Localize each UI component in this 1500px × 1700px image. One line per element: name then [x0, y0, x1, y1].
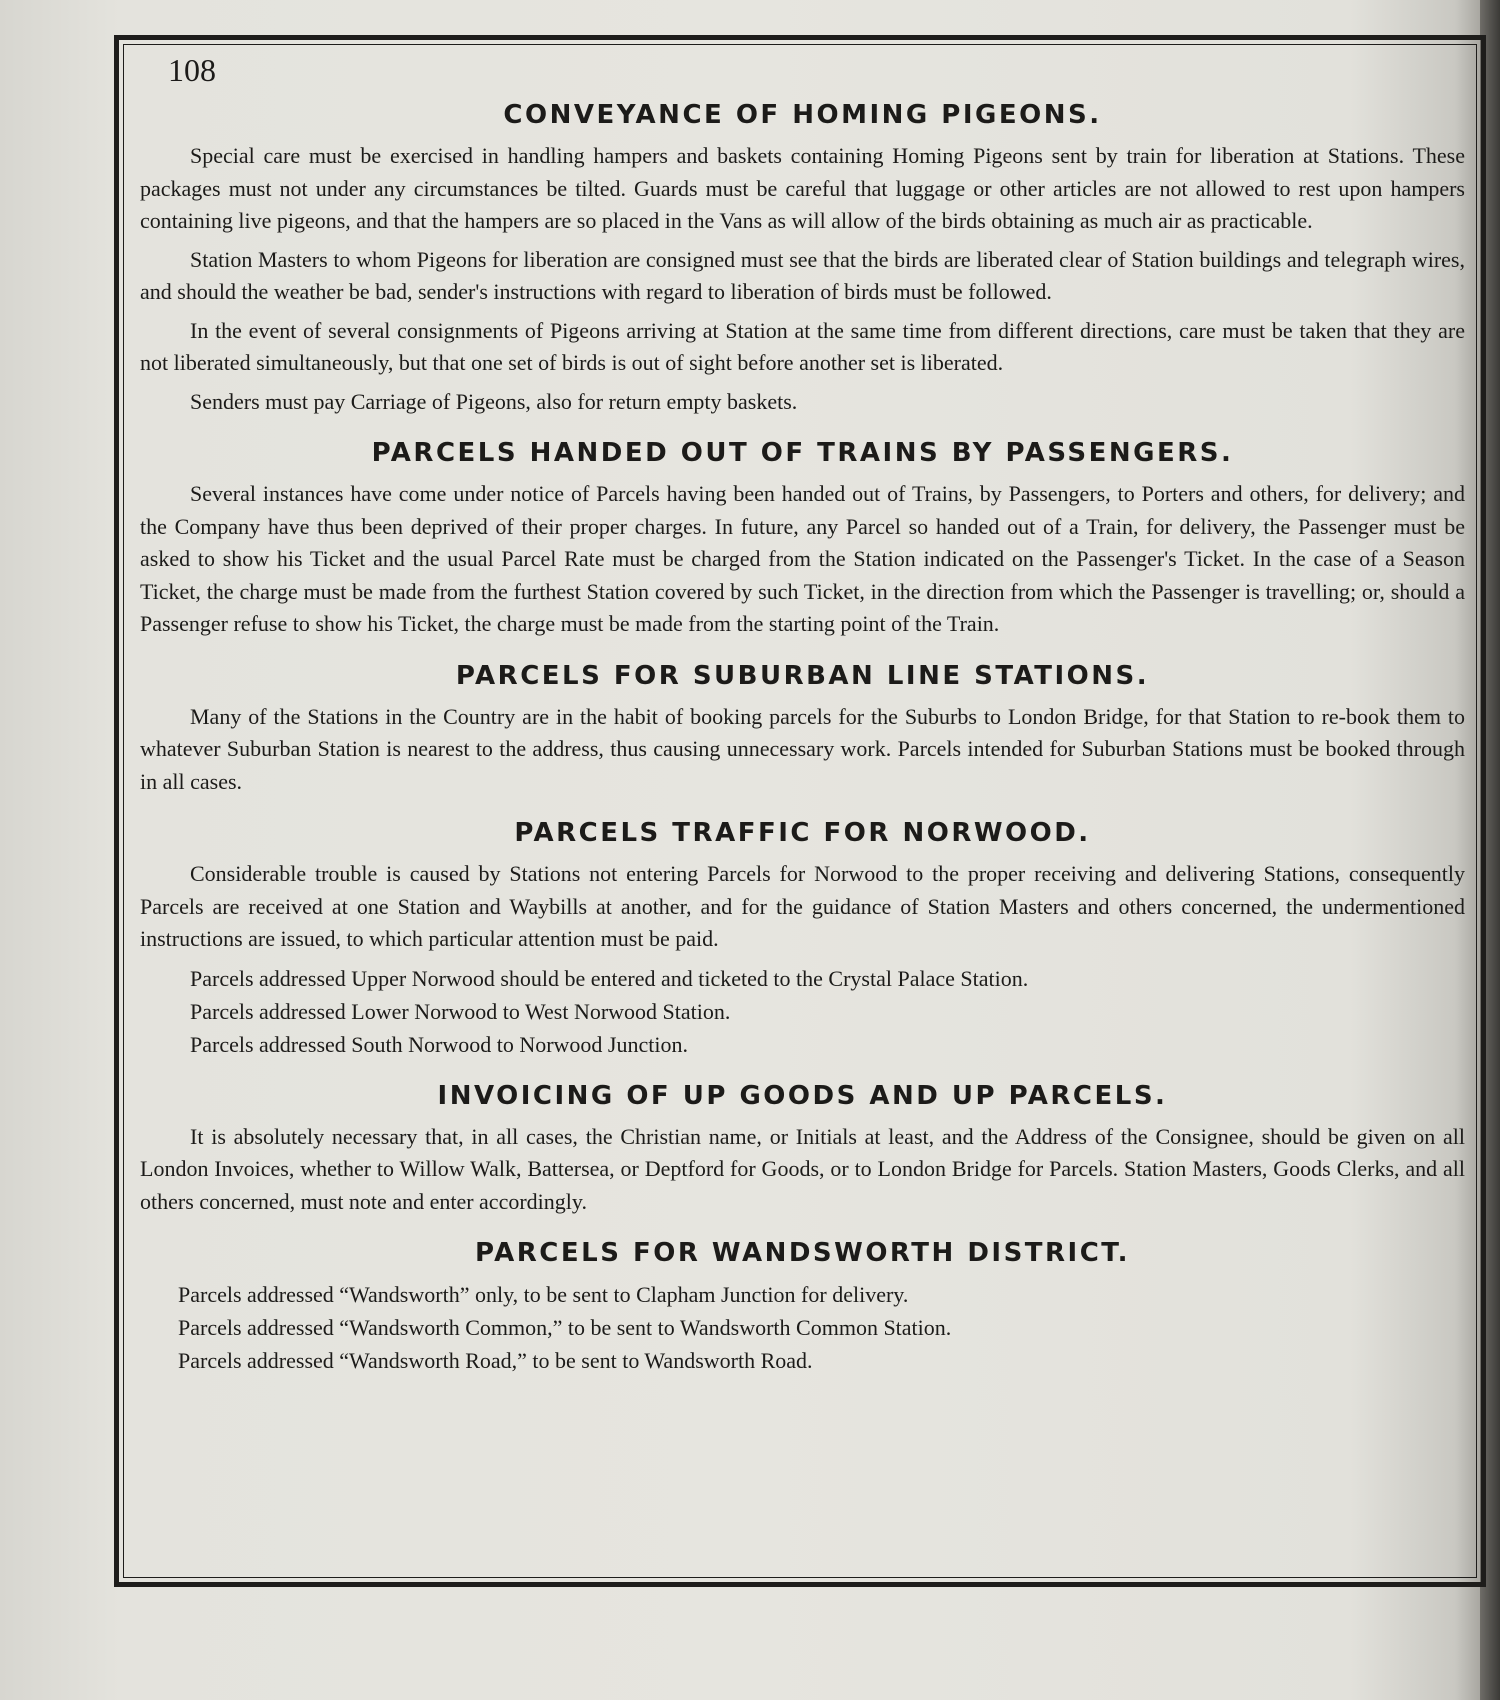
paragraph: Special care must be exercised in handling hampers and baskets containing Homing Pigeons sent by train for liberation at Stations. These packages must not under any circumstances be tilted. Guards must be careful that luggage or other articles are not allowed to rest upon hampers containing live pigeons, and that the hampers are so placed in the Vans as will allow of the birds obtaining as much air as practicable. [140, 143, 1465, 233]
paragraph: It is absolutely necessary that, in all cases, the Christian name, or Initials at least, and the Address of the Consignee, should be given on all London Invoices, whether to Willow Walk, Battersea, or Deptford for Goods, or to London Bridge for Parcels. Station Masters, Goods Clerks, and all others concerned, must note and enter accordingly. [140, 1123, 1465, 1214]
paragraph: Many of the Stations in the Country are in the habit of booking parcels for the Suburbs to London Bridge, for that Station to re-book them to whatever Suburban Station is nearest to the address, thus causing unnecessary work. Parcels intended for Suburban Stations must be booked through in all cases. [140, 703, 1465, 794]
instruction-line: Parcels addressed “Wandsworth” only, to be sent to Clapham Junction for delivery. [178, 1282, 909, 1307]
section-suburban-line [140, 661, 1465, 799]
page-number: 108 [168, 52, 216, 88]
paragraph: In the event of several consignments of Pigeons arriving at Station at the same time from different directions, care must be taken that they are not liberated simultaneously, but that one set of birds is out of sight before another set is liberated. [140, 317, 1465, 375]
paragraph: Senders must pay Carriage of Pigeons, also for return empty baskets. [190, 388, 798, 414]
section-homing-pigeons [140, 100, 1465, 418]
instruction-line: Parcels addressed South Norwood to Norwood Junction. [190, 1031, 688, 1057]
section-heading: PARCELS TRAFFIC FOR NORWOOD. [514, 818, 1091, 848]
section-heading: PARCELS FOR WANDSWORTH DISTRICT. [475, 1238, 1130, 1268]
instruction-line: Parcels addressed “Wandsworth Common,” to be sent to Wandsworth Common Station. [178, 1315, 952, 1340]
section-heading: CONVEYANCE OF HOMING PIGEONS. [503, 100, 1102, 130]
section-parcels-handed-out [140, 438, 1465, 641]
paragraph: Several instances have come under notice of Parcels having been handed out of Trains, by Passengers, to Porters and others, for delivery; and the Company have thus been deprived of their proper charges. In future, any Parcel so handed out of a Train, for delivery, the Passenger must be asked to show his Ticket and the usual Parcel Rate must be charged from the Station indicated on the Passenger's Ticket. In the case of a Season Ticket, the charge must be made from the furthest Station covered by such Ticket, in the direction from which the Passenger is travelling; or, should a Passenger refuse to show his Ticket, the charge must be made from the starting point of the Train. [140, 481, 1465, 636]
section-norwood-traffic [140, 818, 1465, 1061]
section-heading: INVOICING OF UP GOODS AND UP PARCELS. [437, 1080, 1168, 1111]
section-heading: PARCELS FOR SUBURBAN LINE STATIONS. [455, 660, 1150, 691]
instruction-line: Parcels addressed “Wandsworth Road,” to be sent to Wandsworth Road. [178, 1348, 813, 1373]
section-wandsworth [140, 1238, 1465, 1377]
instruction-line: Parcels addressed Upper Norwood should be entered and ticketed to the Crystal Palace Station. [190, 965, 1029, 991]
section-heading: PARCELS HANDED OUT OF TRAINS BY PASSENGERS. [371, 438, 1234, 468]
page-content [140, 50, 1465, 1377]
paragraph: Station Masters to whom Pigeons for liberation are consigned must see that the birds are liberated clear of Station buildings and telegraph wires, and should the weather be bad, sender's instructions with regard to liberation of birds must be followed. [140, 246, 1465, 304]
paragraph: Considerable trouble is caused by Stations not entering Parcels for Norwood to the proper receiving and delivering Stations, consequently Parcels are received at one Station and Waybills at another, and for the guidance of Station Masters and others concerned, the undermentioned instructions are issued, to which particular attention must be paid. [140, 861, 1465, 951]
instruction-line: Parcels addressed Lower Norwood to West Norwood Station. [190, 998, 731, 1024]
section-invoicing [140, 1081, 1465, 1219]
